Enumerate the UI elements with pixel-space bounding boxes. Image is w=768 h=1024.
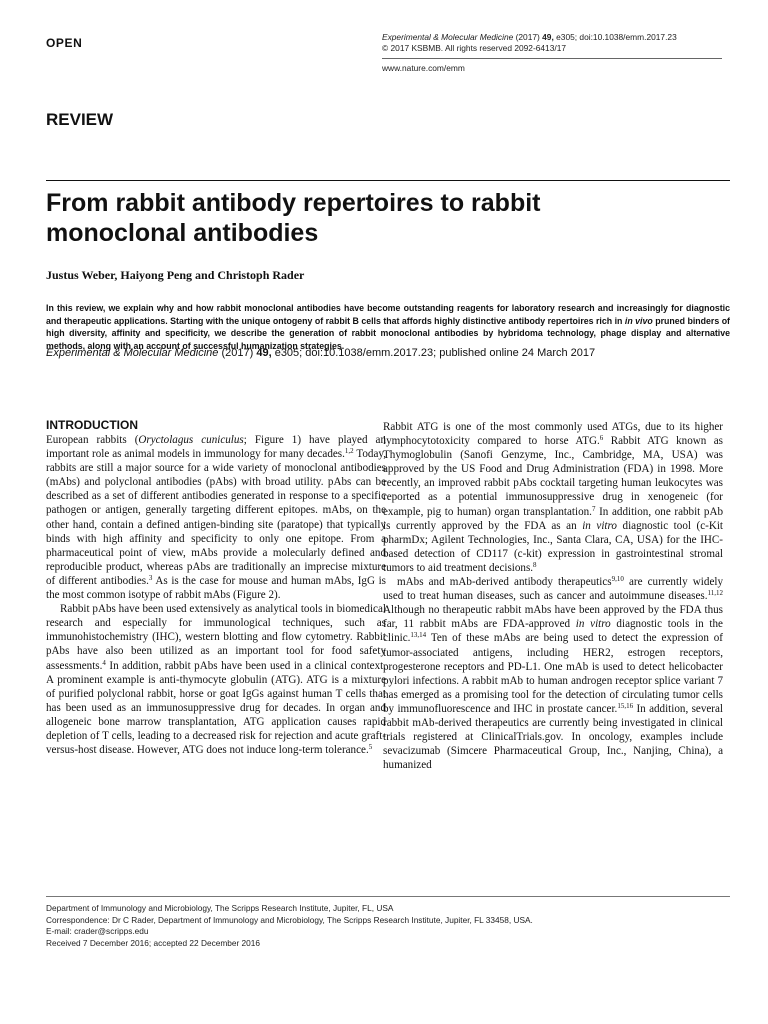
text: diagnostic tool (c-Kit pharmDx; Agilent Technologies, Inc., Santa Clara, CA, USA) for the IHC-based detection of CD117 (c-kit) expression in gastrointestinal stromal tumors to aid treatment decisions.: [383, 519, 723, 574]
citation-year: (2017): [218, 347, 257, 359]
reference-link[interactable]: 13,14: [410, 631, 427, 640]
email-link[interactable]: E-mail: crader@scripps.edu: [46, 926, 149, 937]
paragraph: [46, 433, 386, 602]
reference-link[interactable]: 11,12: [707, 589, 723, 598]
open-access-label: OPEN: [46, 36, 83, 50]
article-citation: [46, 346, 730, 360]
text: Ten of these mAbs are being used to detect the expression of tumor-associated antigens, including HER2, estrogen receptors, progesterone receptors and PD-L1. One mAb is used to detect helicobacter pylori infections. A rabbit mAb to human androgen receptor splice variant 7 has emerged as a promising tool for the detection of circulating tumor cells by immunofluorescence and IHC in prostate cancer.: [383, 632, 723, 715]
text: European rabbits (: [46, 434, 139, 446]
abstract-text: pruned binders of high diversity, affinity and specificity, we describe the generation of rabbit monoclonal antibodies by hybridoma technology, phage display and alternative methods, along with an account of successful humanization strategies.: [46, 315, 730, 351]
text: Rabbit ATG known as Thymoglobulin (Sanofi Genzyme, Inc., Cambridge, MA, USA) was approved by the US Food and Drug Administration (FDA) in 1998. More recently, an improved rabbit pAbs cocktail targeting human leukocytes was reported as a potential immunosuppressive drug in xenogeneic (for example, pig to human) organ transplantation.: [383, 435, 723, 518]
text: mAbs and mAb-derived antibody therapeutics: [397, 576, 612, 589]
abstract: [46, 302, 730, 352]
citation-journal: Experimental & Molecular Medicine: [46, 347, 219, 359]
reference-link[interactable]: 15,16: [617, 701, 634, 710]
paragraph: [383, 575, 723, 772]
citation-volume: 49,: [256, 347, 272, 359]
footnotes: [46, 903, 730, 949]
journal-website-link[interactable]: www.nature.com/emm: [382, 63, 465, 73]
text: Rabbit ATG is one of the most commonly used ATGs, due to its higher lymphocytotoxicity compared to horse ATG.: [383, 421, 723, 448]
section-label: REVIEW: [46, 110, 114, 129]
reference-link[interactable]: 7: [591, 504, 596, 513]
reference-link[interactable]: 1,2: [344, 447, 354, 456]
journal-volume: 49,: [542, 32, 554, 42]
text: Today, rabbits are still a major source for a wide variety of monoclonal antibodies (mAbs) and polyclonal antibodies (pAbs) with broad utility. pAbs can be described as a set of different antibodies generated in response to a specific pathogen or antigen, generally targeting different epitopes. mAbs, on the other hand, contain a defined antigen-binding site (paratope) that typically binds with high affinity and specificity to only one epitope. From a pharmaceutical point of view, mAbs provide a molecularly defined and reproducible product, whereas pAbs are traditionally an imprecise mixture of different antibodies.: [46, 448, 386, 587]
text: are currently widely used to treat human diseases, such as cancer and autoimmune diseases.: [383, 576, 723, 603]
text: In addition, several rabbit mAb-derived therapeutics are currently being investigated in clinical trials registered at ClinicalTrials.gov. In oncology, examples include sevacizumab (Simcere Pharmaceutical Group, Inc., Nanjing, China), a humanized: [383, 702, 724, 772]
text: Although no therapeutic rabbit mAbs have been approved by the FDA thus far, 11 rabbit mAbs are FDA-approved: [383, 604, 723, 631]
reference-link[interactable]: 4: [102, 658, 106, 667]
title-divider: [46, 180, 730, 181]
text: Rabbit pAbs have been used extensively as analytical tools in biomedical research and especially for immunological techniques, such as immunohistochemistry (IHC), western blotting and flow cytometry. Rabbit pAbs have also been utilized as an important tool for food safety assessments.: [46, 603, 386, 672]
reference-link[interactable]: 6: [599, 434, 604, 443]
author-list: Justus Weber, Haiyong Peng and Christoph Rader: [46, 268, 305, 282]
body-column-left: [46, 418, 386, 757]
body-column-right: [383, 420, 723, 772]
abstract-text: In this review, we explain why and how rabbit monoclonal antibodies have become outstanding reagents for laboratory research and increasingly for diagnostic and therapeutic applications. Starting with the unique ontogeny of rabbit B cells that affords highly distinctive antibody repertoires rich in: [46, 303, 730, 326]
header-divider: [382, 58, 722, 59]
journal-doi: e305; doi:10.1038/emm.2017.23: [553, 32, 677, 42]
reference-link[interactable]: 8: [533, 560, 537, 569]
copyright: © 2017 KSBMB. All rights reserved 2092-6413/17: [382, 43, 567, 53]
text: In addition, rabbit pAbs have been used in a clinical context. A prominent example is anti-thymocyte globulin (ATG). ATG is a mixture of purified polyclonal rabbit, horse or goat IgGs against human T cells that has been used as an immunosuppressive drug for decades. In organ and allogeneic bone marrow transplantation, ATG application causes rapid depletion of T cells, leading to a decreased risk for rejection and acute graft-versus-host disease. However, ATG does not induce long-term tolerance.: [46, 659, 386, 757]
reference-link[interactable]: 9,10: [611, 575, 624, 584]
section-heading-introduction: INTRODUCTION: [46, 418, 138, 432]
journal-reference: [382, 32, 722, 54]
text: ; Figure 1) have played an important role as animal models in immunology for many decades.: [46, 434, 386, 461]
affiliation: Department of Immunology and Microbiology, The Scripps Research Institute, Jupiter, FL, USA: [46, 903, 394, 913]
journal-year: (2017): [513, 32, 543, 42]
citation-doi: e305; doi:10.1038/emm.2017.23; published online 24 March 2017: [271, 347, 596, 359]
correspondence: Correspondence: Dr C Rader, Department of Immunology and Microbiology, The Scripps Research Institute, Jupiter, FL 33458, USA.: [46, 914, 533, 925]
text: In addition, one rabbit pAb is currently approved by the FDA as an: [383, 505, 723, 532]
received-dates: Received 7 December 2016; accepted 22 December 2016: [46, 937, 261, 948]
paragraph: [383, 420, 723, 575]
italic-term: in vitro: [582, 519, 617, 532]
journal-name: Experimental & Molecular Medicine: [382, 32, 514, 42]
abstract-italic: in vivo: [624, 315, 653, 326]
paragraph: [46, 602, 386, 757]
reference-link[interactable]: 5: [368, 743, 373, 752]
footnote-divider: [46, 896, 730, 897]
reference-link[interactable]: 3: [148, 573, 153, 582]
italic-term: in vitro: [575, 618, 611, 631]
species-name: Oryctolagus cuniculus: [138, 434, 244, 446]
text: diagnostic tools in the clinic.: [383, 618, 723, 645]
text: As is the case for mouse and human mAbs, IgG is the most common isotype of rabbit mAbs (Figure 2).: [46, 574, 387, 602]
article-title: From rabbit antibody repertoires to rabbit monoclonal antibodies: [46, 189, 541, 247]
